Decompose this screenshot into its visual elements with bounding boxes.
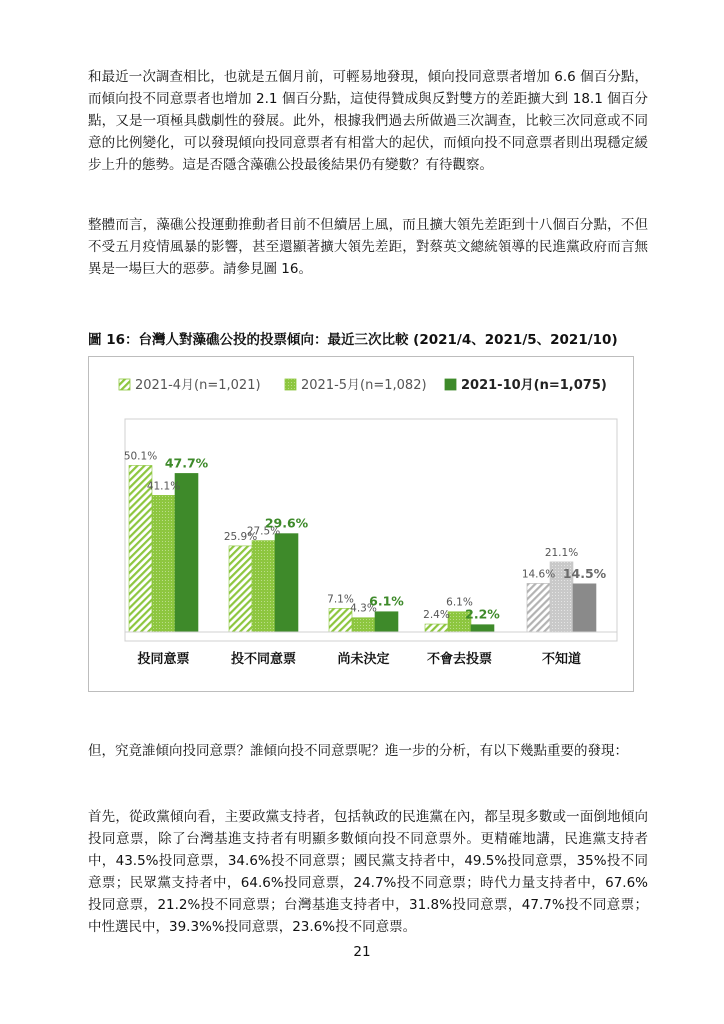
bar-1-2: [275, 534, 298, 632]
chart-container: [88, 356, 634, 692]
x-tick-label-1: 投不同意票: [230, 652, 297, 667]
paragraph-question: 但，究竟誰傾向投同意票？誰傾向投不同意票呢？進一步的分析，有以下幾點重要的發現：: [88, 743, 628, 759]
bar-1-0: [229, 546, 252, 632]
data-label-1-2: 29.6%: [264, 515, 309, 531]
data-label-3-0: 2.4%: [423, 609, 450, 622]
data-label-1-0: 25.9%: [223, 530, 258, 543]
data-label-0-2: 47.7%: [164, 455, 209, 471]
chart-legend: [119, 378, 607, 393]
data-label-4-2: 14.5%: [562, 565, 607, 581]
bar-1-1: [252, 541, 275, 632]
bar-3-0: [425, 624, 448, 632]
data-label-3-1: 6.1%: [446, 596, 473, 609]
grouped-bar-chart: [89, 357, 635, 693]
legend-swatch-1: [285, 379, 296, 390]
data-label-1-1: 27.5%: [246, 525, 281, 538]
data-label-4-1: 21.1%: [544, 546, 579, 559]
bar-4-2: [573, 584, 596, 632]
bar-2-0: [329, 608, 352, 632]
bar-0-1: [152, 495, 175, 632]
data-label-3-2: 2.2%: [465, 606, 500, 622]
bar-2-2: [375, 612, 398, 632]
bar-3-2: [471, 625, 494, 632]
bar-4-0: [527, 583, 550, 632]
x-tick-label-4: 不知道: [541, 652, 582, 667]
bar-0-2: [175, 473, 198, 632]
paragraph-vote-change: 和最近一次調查相比，也就是五個月前，可輕易地發現，傾向投同意票者增加 6.6 個百分點，而傾向投不同意票者也增加 2.1 個百分點，這使得贊成與反對雙方的差距擴大到 18.1 個百分點，又是一項極具戲劇性的發展。此外，根據我們過去所做過三次調查，比較三次同意或不同意的比例變化，可以發現傾向投同意票者有相當大的起伏，而傾向投不同意票者則出現穩定緩步上升的態勢。這是否隱含藻礁公投最後結果仍有變數？有待觀察。: [88, 69, 648, 173]
page-number: 21: [353, 944, 371, 960]
legend-label-1: 2021-5月(n=1,082): [301, 378, 427, 393]
x-tick-label-3: 不會去投票: [426, 652, 493, 667]
data-label-0-0: 50.1%: [123, 450, 158, 463]
figure-title: 圖 16：台灣人對藻礁公投的投票傾向：最近三次比較 (2021/4、2021/5、2021/10): [88, 332, 618, 348]
paragraph-overall-summary: 整體而言，藻礁公投運動推動者目前不但續居上風，而且擴大領先差距到十八個百分點，不但不受五月疫情風暴的影響，甚至還顯著擴大領先差距，對蔡英文總統領導的民進黨政府而言無異是一場巨大的惡夢。請參見圖 16。: [88, 217, 648, 277]
paragraph-party-analysis: 首先，從政黨傾向看，主要政黨支持者，包括執政的民進黨在內，都呈現多數或一面倒地傾向投同意票，除了台灣基進支持者有明顯多數傾向投不同意票外。更精確地講，民進黨支持者中，43.5%投同意票，34.6%投不同意票；國民黨支持者中，49.5%投同意票，35%投不同意票；民眾黨支持者中，64.6%投同意票，24.7%投不同意票；時代力量支持者中，67.6%投同意票，21.2%投不同意票；台灣基進支持者中，31.8%投同意票，47.7%投不同意票；中性選民中，39.3%%投同意票，23.6%投不同意票。: [88, 809, 648, 935]
legend-swatch-0: [119, 379, 130, 390]
bar-2-1: [352, 618, 375, 632]
legend-swatch-2: [445, 379, 456, 390]
data-label-0-1: 41.1%: [146, 480, 181, 493]
data-label-2-2: 6.1%: [369, 593, 404, 609]
data-label-2-1: 4.3%: [350, 602, 377, 615]
legend-label-2: 2021-10月(n=1,075): [461, 378, 607, 393]
data-label-2-0: 7.1%: [327, 593, 354, 606]
legend-label-0: 2021-4月(n=1,021): [135, 378, 261, 393]
data-label-4-0: 14.6%: [521, 568, 556, 581]
x-tick-label-0: 投同意票: [137, 652, 190, 667]
x-tick-label-2: 尚未決定: [337, 652, 390, 667]
x-axis-tick-labels: [137, 651, 581, 667]
